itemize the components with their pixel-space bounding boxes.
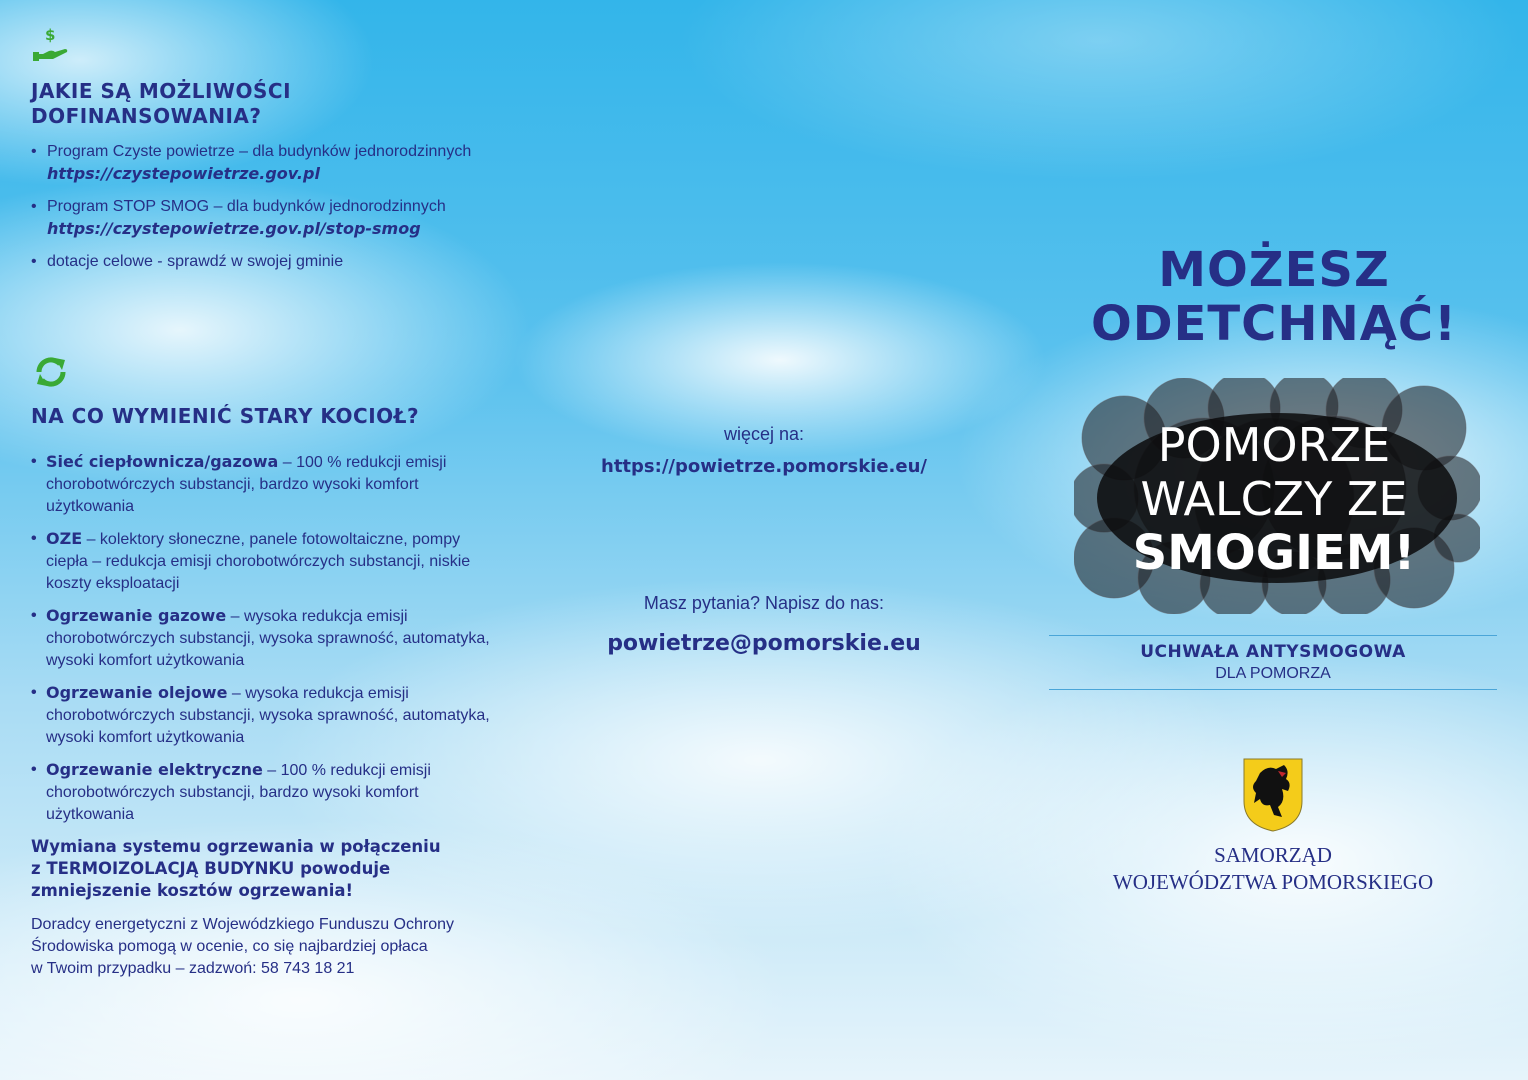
contact	[540, 593, 988, 656]
list-item: • dotacje celowe - sprawdź w swojej gminie	[31, 251, 491, 273]
resolution-title: UCHWAŁA ANTYSMOGOWA	[1140, 642, 1406, 662]
divider-bottom	[1049, 689, 1497, 690]
more-info	[540, 424, 988, 477]
funding-heading: JAKIE SĄ MOŻLIWOŚCI DOFINANSOWANIA?	[31, 79, 292, 128]
svg-text:$: $	[45, 26, 56, 44]
question-label: Masz pytania? Napisz do nas:	[643, 593, 885, 613]
list-item: • Program Czyste powietrze – dla budynków jednorodzinnych https://czystepowietrze.gov.pl	[31, 141, 491, 185]
stop-smog-link[interactable]: https://czystepowietrze.gov.pl/stop-smog	[47, 219, 421, 238]
czyste-powietrze-link[interactable]: https://czystepowietrze.gov.pl	[47, 164, 320, 183]
cloud-slogan: POMORZE WALCZY ZE SMOGIEM!	[1132, 418, 1416, 581]
list-item: • Program STOP SMOG – dla budynków jednorodzinnych https://czystepowietrze.gov.pl/stop-smog	[31, 196, 491, 240]
more-label: więcej na:	[723, 424, 805, 444]
website-link[interactable]: https://powietrze.pomorskie.eu/	[601, 456, 927, 477]
funding-panel	[31, 26, 491, 980]
boiler-heading: NA CO WYMIENIĆ STARY KOCIOŁ?	[31, 404, 420, 428]
heating-options-list	[31, 451, 491, 826]
list-item: • Ogrzewanie olejowe – wysoka redukcja emisji chorobotwórczych substancji, wysoka sprawność, automatyka, wysoki komfort użytkowania	[31, 682, 491, 749]
advisor-note: Doradcy energetyczni z Wojewódzkiego Funduszu Ochrony Środowiska pomogą w ocenie, co się najbardziej opłaca w Twoim przypadku – zadzwoń: 58 743 18 21	[31, 916, 455, 977]
divider-top	[1049, 635, 1497, 636]
insulation-callout: Wymiana systemu ogrzewania w połączeniu z TERMOIZOLACJĄ BUDYNKU powoduje zmniejszenie kosztów ogrzewania!	[31, 837, 441, 900]
refresh-arrows-icon	[31, 352, 71, 392]
organization-name: SAMORZĄD WOJEWÓDZTWA POMORSKIEGO	[1112, 843, 1434, 894]
hand-dollar-icon	[31, 26, 71, 66]
main-headline: MOŻESZ ODETCHNĄĆ!	[1090, 242, 1457, 352]
resolution-block	[1049, 641, 1497, 685]
list-item: • OZE – kolektory słoneczne, panele fotowoltaiczne, pompy ciepła – redukcja emisji chorobotwórczych substancji, niskie koszty eksploatacji	[31, 528, 491, 595]
griffin-crest-icon	[1242, 757, 1304, 833]
email-link[interactable]: powietrze@pomorskie.eu	[607, 631, 921, 656]
list-item: • Ogrzewanie gazowe – wysoka redukcja emisji chorobotwórczych substancji, wysoka sprawność, automatyka, wysoki komfort użytkowania	[31, 605, 491, 672]
list-item: • Ogrzewanie elektryczne – 100 % redukcji emisji chorobotwórczych substancji, bardzo wysoki komfort użytkowania	[31, 759, 491, 826]
list-item: • Sieć ciepłownicza/gazowa – 100 % redukcji emisji chorobotwórczych substancji, bardzo wysoki komfort użytkowania	[31, 451, 491, 518]
resolution-subtitle: DLA POMORZA	[1215, 665, 1331, 682]
funding-list	[31, 141, 491, 273]
